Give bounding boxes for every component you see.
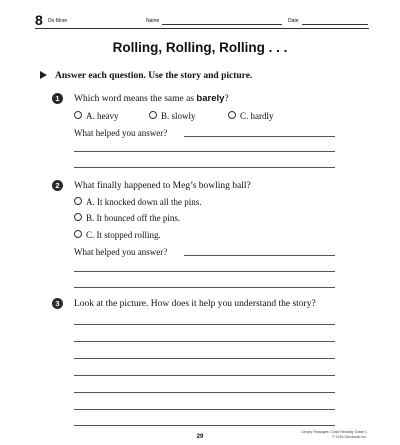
question-number-badge: 3 <box>52 298 63 309</box>
page-label: Do More <box>48 18 68 24</box>
radio-icon[interactable] <box>74 213 82 221</box>
option-label: C. hardly <box>240 111 274 121</box>
radio-icon[interactable] <box>149 111 157 119</box>
page-number: 8 <box>35 12 43 28</box>
question-number-badge: 1 <box>52 93 63 104</box>
question-2-option-b[interactable] <box>74 213 180 224</box>
radio-icon[interactable] <box>74 230 82 238</box>
footer-credit <box>301 430 367 439</box>
date-label: Date <box>288 18 299 24</box>
answer-line[interactable] <box>74 392 335 393</box>
credit-line: © 2016 Scholastic Inc. <box>332 434 367 439</box>
answer-line[interactable] <box>74 271 335 272</box>
radio-icon[interactable] <box>74 197 82 205</box>
option-label: B. It bounced off the pins. <box>86 213 181 223</box>
question-3-text: Look at the picture. How does it help you understand the story? <box>74 299 316 309</box>
radio-icon[interactable] <box>74 111 82 119</box>
option-label: C. It stopped rolling. <box>86 230 161 240</box>
page-title: Rolling, Rolling, Rolling . . . <box>112 40 288 55</box>
date-field[interactable] <box>302 24 368 25</box>
answer-line[interactable] <box>184 136 335 137</box>
question-number-badge: 2 <box>52 180 63 191</box>
question-1-text-after: ? <box>224 94 229 104</box>
answer-line[interactable] <box>74 151 335 152</box>
instruction-arrow-icon <box>40 71 47 79</box>
question-1-option-a[interactable] <box>74 111 119 122</box>
answer-line[interactable] <box>74 409 335 410</box>
answer-line[interactable] <box>74 425 335 426</box>
name-label: Name <box>146 18 160 24</box>
question-1-text-before: Which word means the same as <box>74 94 197 104</box>
answer-line[interactable] <box>74 358 335 359</box>
question-1-emphasis: barely <box>196 93 225 104</box>
question-2-text: What finally happened to Meg’s bowling ball? <box>74 181 251 191</box>
name-field[interactable] <box>162 24 282 25</box>
credit-line: Library Passages: Close Reading Grade 1 <box>301 430 367 434</box>
answer-line[interactable] <box>184 255 335 256</box>
page-header <box>0 0 400 28</box>
answer-line[interactable] <box>74 287 335 288</box>
answer-line[interactable] <box>74 341 335 342</box>
answer-line[interactable] <box>74 375 335 376</box>
question-2-option-a[interactable] <box>74 197 201 208</box>
question-1-option-c[interactable] <box>228 111 274 122</box>
instructions: Answer each question. Use the story and picture. <box>55 71 253 81</box>
question-2-option-c[interactable] <box>74 230 161 241</box>
question-1-option-b[interactable] <box>149 111 196 122</box>
answer-line[interactable] <box>74 324 335 325</box>
question-1-text <box>74 93 229 105</box>
answer-line[interactable] <box>74 167 335 168</box>
question-1-follow-up: What helped you answer? <box>74 128 168 138</box>
option-label: A. It knocked down all the pins. <box>86 197 202 207</box>
option-label: B. slowly <box>161 111 196 121</box>
option-label: A. heavy <box>86 111 119 121</box>
question-2-follow-up: What helped you answer? <box>74 247 168 257</box>
header-divider <box>35 28 369 29</box>
footer-page-number: 29 <box>196 434 204 440</box>
radio-icon[interactable] <box>228 111 236 119</box>
